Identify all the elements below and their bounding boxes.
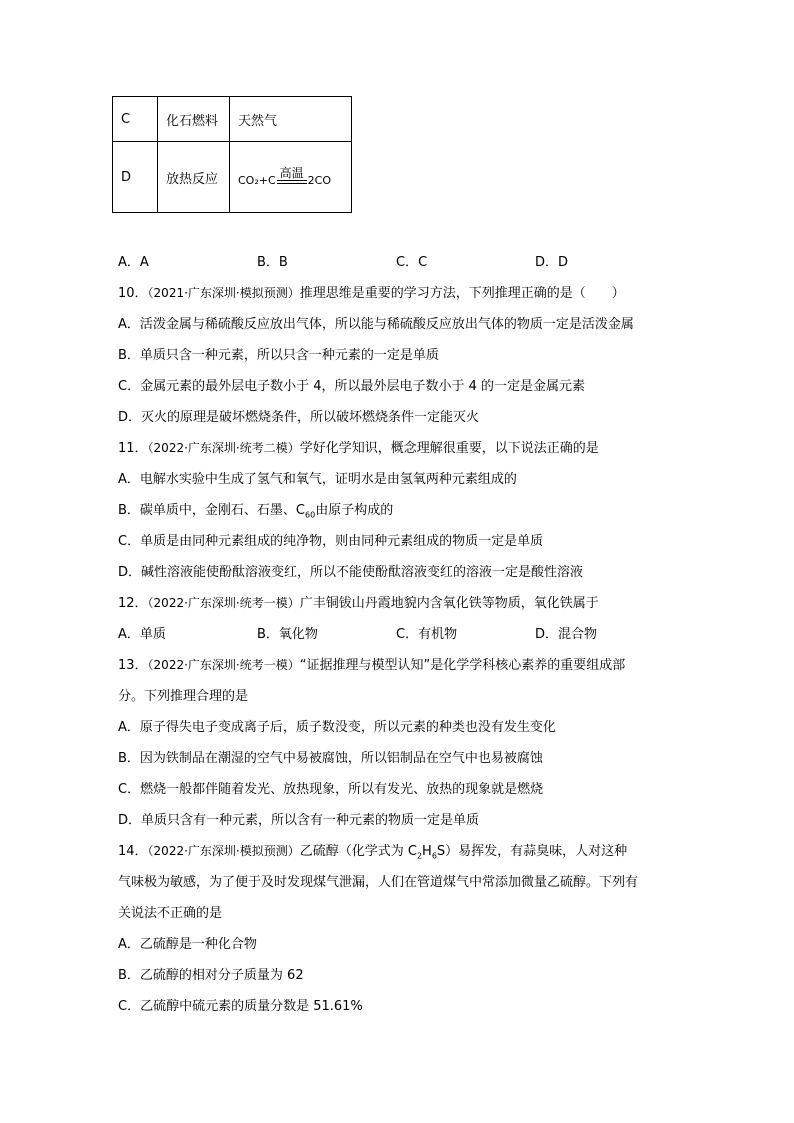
q11-option-c: C．单质是由同种元素组成的纯净物，则由同种元素组成的物质一定是单质 — [118, 534, 544, 549]
q13-option-c: C．燃烧一般都伴随着发光、放热现象，所以有发光、放热的现象就是燃烧 — [118, 782, 544, 797]
q12-option-b: B．氧化物 — [257, 627, 318, 642]
q11-option-a: A．电解水实验中生成了氢气和氧气，证明水是由氢氧两种元素组成的 — [118, 472, 517, 487]
q12-option-c: C．有机物 — [396, 627, 458, 642]
question-11 — [118, 437, 599, 456]
options-table — [112, 96, 352, 213]
question-stem: H — [422, 844, 432, 859]
question-stem: 乙硫醇（化学式为 C — [299, 844, 417, 859]
q9-option-d: D．D — [535, 255, 569, 270]
q13-option-d: D．单质只含有一种元素，所以含有一种元素的物质一定是单质 — [118, 813, 480, 828]
equation-condition-text: 高温 — [279, 166, 304, 180]
q14-option-b: B．乙硫醇的相对分子质量为 62 — [118, 968, 304, 983]
q9-option-a: A．A — [118, 255, 149, 270]
option-text: 由原子构成的 — [315, 503, 394, 518]
question-13-stem-cont: 分。下列推理合理的是 — [118, 689, 249, 704]
question-number: 10． — [118, 286, 148, 301]
q11-option-d: D．碱性溶液能使酚酞溶液变红，所以不能使酚酞溶液变红的溶液一定是酸性溶液 — [118, 565, 584, 580]
q10-option-d: D．灭火的原理是破坏燃烧条件，所以破坏燃烧条件一定能灭火 — [118, 410, 480, 425]
question-stem: S）易挥发，有蒜臭味，人对这种 — [436, 844, 628, 859]
table-cell-letter: D — [113, 142, 158, 213]
question-stem: 广丰铜钹山丹霞地貌内含氧化铁等物质，氧化铁属于 — [299, 596, 599, 611]
equation-double-bar — [277, 180, 307, 184]
question-10 — [118, 282, 625, 301]
option-text: B．碳单质中，金刚石、石墨、C — [118, 503, 305, 518]
question-source: （2022·广东深圳·统考一模） — [147, 658, 300, 672]
q13-option-a: A．原子得失电子变成离子后，质子数没变，所以元素的种类也没有发生变化 — [118, 720, 556, 735]
q9-option-c: C．C — [396, 255, 428, 270]
q10-option-b: B．单质只含一种元素，所以只含一种元素的一定是单质 — [118, 348, 439, 363]
question-stem: “证据推理与模型认知”是化学学科核心素养的重要组成部 — [299, 658, 626, 673]
table-cell-category: 化石燃料 — [158, 97, 230, 142]
question-number: 13． — [118, 658, 148, 673]
table-cell-example: 天然气 — [230, 97, 352, 142]
question-number: 14． — [118, 844, 148, 859]
subscript: 2 — [416, 851, 423, 861]
q14-option-c: C．乙硫醇中硫元素的质量分数是 51.61% — [118, 999, 363, 1014]
table-row — [113, 142, 352, 213]
equation-right: 2CO — [307, 174, 331, 187]
table-row — [113, 97, 352, 142]
q10-option-c: C．金属元素的最外层电子数小于 4，所以最外层电子数小于 4 的一定是金属元素 — [118, 379, 586, 394]
question-14 — [118, 840, 627, 861]
question-12 — [118, 592, 599, 611]
question-14-stem-cont: 关说法不正确的是 — [118, 906, 223, 921]
table-cell-category: 放热反应 — [158, 142, 230, 213]
equation-left: CO₂+C — [238, 174, 276, 187]
q13-option-b: B．因为铁制品在潮湿的空气中易被腐蚀，所以铝制品在空气中也易被腐蚀 — [118, 751, 543, 766]
question-source: （2022·广东深圳·统考二模） — [147, 441, 300, 455]
subscript: 60 — [305, 510, 316, 520]
question-14-stem-cont: 气味极为敏感，为了便于及时发现煤气泄漏，人们在管道煤气中常添加微量乙硫醇。下列有 — [118, 875, 639, 890]
question-source: （2022·广东深圳·统考一模） — [147, 596, 300, 610]
question-source: （2021·广东深圳·模拟预测） — [147, 286, 300, 300]
q11-option-b — [118, 499, 393, 520]
table-cell-letter: C — [113, 97, 158, 142]
q10-option-a: A．活泼金属与稀硫酸反应放出气体，所以能与稀硫酸反应放出气体的物质一定是活泼金属 — [118, 317, 634, 332]
question-number: 11． — [118, 441, 148, 456]
chemical-equation — [238, 166, 331, 187]
q12-option-a: A．单质 — [118, 627, 166, 642]
q9-option-b: B．B — [257, 255, 288, 270]
question-13 — [118, 654, 625, 673]
question-source: （2022·广东深圳·模拟预测） — [147, 844, 300, 858]
question-stem: 推理思维是重要的学习方法，下列推理正确的是（ ） — [299, 286, 625, 301]
q14-option-a: A．乙硫醇是一种化合物 — [118, 937, 257, 952]
q12-option-d: D．混合物 — [535, 627, 598, 642]
question-number: 12． — [118, 596, 148, 611]
question-stem: 学好化学知识，概念理解很重要，以下说法正确的是 — [299, 441, 599, 456]
subscript: 6 — [431, 851, 437, 861]
table-cell-equation — [230, 142, 352, 213]
equation-condition — [277, 166, 307, 187]
